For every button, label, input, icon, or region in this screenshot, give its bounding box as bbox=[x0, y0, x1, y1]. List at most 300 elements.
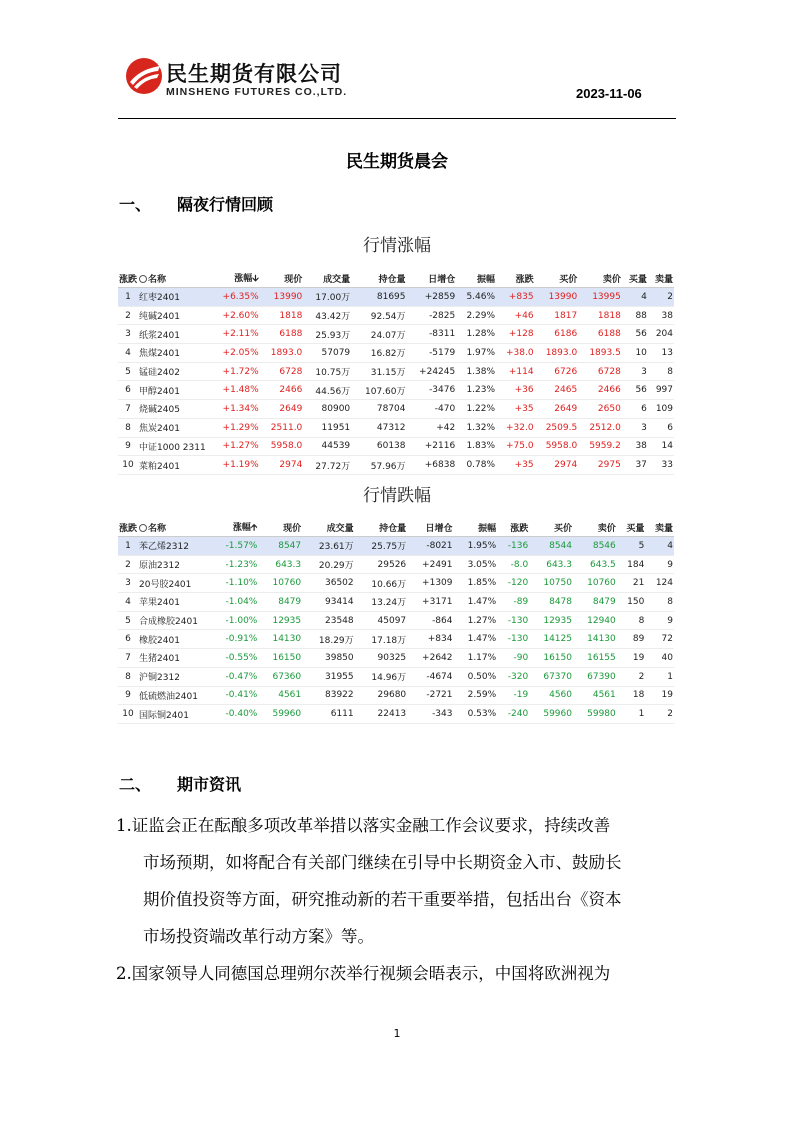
cell-chg: -19 bbox=[497, 686, 529, 705]
cell-bid: 10750 bbox=[529, 574, 573, 593]
column-header-name-label: 名称 bbox=[148, 524, 167, 534]
cell-amp: 1.38% bbox=[456, 362, 496, 381]
page-number: 1 bbox=[393, 1027, 401, 1040]
column-header-ask[interactable]: 卖价 bbox=[578, 270, 622, 288]
gear-icon[interactable] bbox=[139, 275, 147, 283]
sort-asc-icon: 🡩 bbox=[250, 522, 258, 533]
cell-rank: 1 bbox=[118, 537, 138, 556]
column-header-price[interactable]: 现价 bbox=[258, 519, 302, 537]
cell-name: 苹果2401 bbox=[138, 593, 210, 612]
cell-pct: +2.60% bbox=[210, 306, 260, 325]
cell-name: 焦煤2401 bbox=[138, 344, 210, 363]
cell-ask-vol: 204 bbox=[648, 325, 674, 344]
cell-chg: -120 bbox=[497, 574, 529, 593]
column-header-pct[interactable] bbox=[210, 519, 258, 537]
cell-pct: +1.27% bbox=[210, 437, 260, 456]
column-header-pct-label: 涨幅 bbox=[232, 522, 251, 533]
column-header-price[interactable]: 现价 bbox=[260, 270, 304, 288]
cell-bid: 4560 bbox=[529, 686, 573, 705]
cell-volume: 20.29万 bbox=[302, 555, 355, 574]
cell-ask-vol: 8 bbox=[645, 593, 674, 612]
logo-english-name: MINSHENG FUTURES CO.,LTD. bbox=[166, 86, 348, 98]
cell-amp: 1.28% bbox=[456, 325, 496, 344]
losers-table bbox=[118, 519, 674, 724]
cell-amp: 0.53% bbox=[454, 705, 498, 724]
cell-price: 8547 bbox=[258, 537, 302, 556]
cell-name: 甲醇2401 bbox=[138, 381, 210, 400]
column-header-ask-vol[interactable]: 卖量 bbox=[648, 270, 674, 288]
column-header-ask-vol[interactable]: 卖量 bbox=[645, 519, 674, 537]
cell-volume: 36502 bbox=[302, 574, 355, 593]
cell-rank: 2 bbox=[118, 555, 138, 574]
cell-ask-vol: 40 bbox=[645, 649, 674, 668]
cell-ask: 59980 bbox=[573, 705, 617, 724]
cell-bid-vol: 1 bbox=[617, 705, 646, 724]
cell-bid: 16150 bbox=[529, 649, 573, 668]
cell-ask-vol: 997 bbox=[648, 381, 674, 400]
table-header-row bbox=[118, 270, 674, 288]
column-header-bid-vol[interactable]: 买量 bbox=[617, 519, 646, 537]
cell-rank: 4 bbox=[118, 344, 138, 363]
cell-rank: 10 bbox=[118, 456, 138, 475]
cell-oi: 107.60万 bbox=[351, 381, 406, 400]
table-row[interactable] bbox=[118, 555, 674, 574]
column-header-oi[interactable]: 持仓量 bbox=[351, 270, 406, 288]
cell-price: 10760 bbox=[258, 574, 302, 593]
table-row[interactable] bbox=[118, 611, 674, 630]
cell-rank: 9 bbox=[118, 686, 138, 705]
cell-oi: 17.18万 bbox=[355, 630, 408, 649]
cell-name: 纯碱2401 bbox=[138, 306, 210, 325]
cell-bid-vol: 37 bbox=[622, 456, 648, 475]
cell-amp: 0.50% bbox=[454, 667, 498, 686]
cell-oi: 60138 bbox=[351, 437, 406, 456]
column-header-name[interactable] bbox=[138, 270, 210, 288]
column-header-chg[interactable]: 涨跌 bbox=[496, 270, 535, 288]
table-row[interactable] bbox=[118, 537, 674, 556]
cell-name: 沪铜2312 bbox=[138, 667, 210, 686]
cell-rank: 6 bbox=[118, 630, 138, 649]
cell-ask: 643.5 bbox=[573, 555, 617, 574]
cell-ask: 10760 bbox=[573, 574, 617, 593]
cell-amp: 1.47% bbox=[454, 593, 498, 612]
cell-ask-vol: 9 bbox=[645, 611, 674, 630]
cell-ask-vol: 109 bbox=[648, 400, 674, 419]
cell-amp: 1.97% bbox=[456, 344, 496, 363]
cell-rank: 3 bbox=[118, 574, 138, 593]
cell-bid: 6726 bbox=[535, 362, 579, 381]
cell-ask: 12940 bbox=[573, 611, 617, 630]
cell-amp: 1.22% bbox=[456, 400, 496, 419]
cell-rank: 5 bbox=[118, 611, 138, 630]
cell-chg: +32.0 bbox=[496, 418, 535, 437]
cell-bid-vol: 38 bbox=[622, 437, 648, 456]
cell-daily-oi: +3171 bbox=[407, 593, 453, 612]
cell-daily-oi: +2642 bbox=[407, 649, 453, 668]
news-list bbox=[116, 807, 676, 992]
column-header-daily-oi[interactable]: 日增仓 bbox=[407, 270, 457, 288]
cell-ask-vol: 4 bbox=[645, 537, 674, 556]
cell-daily-oi: -8021 bbox=[407, 537, 453, 556]
cell-ask-vol: 72 bbox=[645, 630, 674, 649]
cell-oi: 24.07万 bbox=[351, 325, 406, 344]
cell-bid-vol: 3 bbox=[622, 418, 648, 437]
cell-ask: 1893.5 bbox=[578, 344, 622, 363]
table-row[interactable] bbox=[118, 686, 674, 705]
column-header-bid[interactable]: 买价 bbox=[529, 519, 573, 537]
cell-ask-vol: 9 bbox=[645, 555, 674, 574]
cell-bid: 8544 bbox=[529, 537, 573, 556]
cell-daily-oi: -864 bbox=[407, 611, 453, 630]
cell-bid: 2974 bbox=[535, 456, 579, 475]
cell-volume: 31955 bbox=[302, 667, 355, 686]
cell-pct: +1.48% bbox=[210, 381, 260, 400]
cell-bid-vol: 6 bbox=[622, 400, 648, 419]
column-header-chg[interactable]: 涨跌 bbox=[497, 519, 529, 537]
cell-ask: 5959.2 bbox=[578, 437, 622, 456]
cell-pct: +1.19% bbox=[210, 456, 260, 475]
column-header-daily-oi[interactable]: 日增仓 bbox=[407, 519, 453, 537]
cell-volume: 80900 bbox=[303, 400, 351, 419]
column-header-ask[interactable]: 卖价 bbox=[573, 519, 617, 537]
cell-bid: 2649 bbox=[535, 400, 579, 419]
company-logo bbox=[124, 56, 374, 102]
section-number: 二、 bbox=[119, 775, 152, 794]
cell-pct: -1.10% bbox=[210, 574, 258, 593]
cell-chg: -240 bbox=[497, 705, 529, 724]
table-row[interactable] bbox=[118, 574, 674, 593]
cell-chg: -90 bbox=[497, 649, 529, 668]
news-item-1-line-3: 期价值投资等方面，研究推动新的若干重要举措，包括出台《资本 bbox=[143, 890, 622, 909]
cell-volume: 18.29万 bbox=[302, 630, 355, 649]
table-row[interactable] bbox=[118, 288, 674, 307]
cell-pct: -1.23% bbox=[210, 555, 258, 574]
cell-ask-vol: 38 bbox=[648, 306, 674, 325]
logo-chinese-name: 民生期货有限公司 bbox=[166, 62, 342, 86]
cell-bid-vol: 2 bbox=[617, 667, 646, 686]
cell-bid: 5958.0 bbox=[535, 437, 579, 456]
cell-rank: 3 bbox=[118, 325, 138, 344]
cell-daily-oi: +24245 bbox=[407, 362, 457, 381]
cell-amp: 2.59% bbox=[454, 686, 498, 705]
cell-price: 14130 bbox=[258, 630, 302, 649]
cell-ask-vol: 1 bbox=[645, 667, 674, 686]
cell-daily-oi: +42 bbox=[407, 418, 457, 437]
cell-chg: +46 bbox=[496, 306, 535, 325]
gainers-table bbox=[118, 270, 674, 475]
cell-bid-vol: 56 bbox=[622, 325, 648, 344]
table-row[interactable] bbox=[118, 667, 674, 686]
cell-bid-vol: 150 bbox=[617, 593, 646, 612]
cell-bid: 59960 bbox=[529, 705, 573, 724]
cell-ask-vol: 14 bbox=[648, 437, 674, 456]
cell-oi: 22413 bbox=[355, 705, 408, 724]
cell-daily-oi: -2825 bbox=[407, 306, 457, 325]
table-row[interactable] bbox=[118, 306, 674, 325]
cell-pct: -0.40% bbox=[210, 705, 258, 724]
cell-oi: 31.15万 bbox=[351, 362, 406, 381]
cell-bid: 13990 bbox=[535, 288, 579, 307]
cell-rank: 8 bbox=[118, 667, 138, 686]
cell-pct: -1.04% bbox=[210, 593, 258, 612]
cell-volume: 17.00万 bbox=[303, 288, 351, 307]
cell-bid-vol: 8 bbox=[617, 611, 646, 630]
cell-daily-oi: +1309 bbox=[407, 574, 453, 593]
table-row[interactable] bbox=[118, 325, 674, 344]
section-title: 期市资讯 bbox=[177, 775, 242, 794]
cell-ask: 8546 bbox=[573, 537, 617, 556]
cell-volume: 44.56万 bbox=[303, 381, 351, 400]
cell-name: 低硫燃油2401 bbox=[138, 686, 210, 705]
cell-pct: +2.05% bbox=[210, 344, 260, 363]
cell-name: 锰硅2402 bbox=[138, 362, 210, 381]
cell-chg: -130 bbox=[497, 611, 529, 630]
cell-price: 16150 bbox=[258, 649, 302, 668]
cell-rank: 9 bbox=[118, 437, 138, 456]
cell-volume: 83922 bbox=[302, 686, 355, 705]
cell-pct: -0.41% bbox=[210, 686, 258, 705]
cell-ask-vol: 33 bbox=[648, 456, 674, 475]
cell-bid-vol: 89 bbox=[617, 630, 646, 649]
cell-daily-oi: -4674 bbox=[407, 667, 453, 686]
cell-pct: -1.00% bbox=[210, 611, 258, 630]
cell-ask: 16155 bbox=[573, 649, 617, 668]
cell-pct: -0.91% bbox=[210, 630, 258, 649]
column-header-bid[interactable]: 买价 bbox=[535, 270, 579, 288]
cell-ask: 4561 bbox=[573, 686, 617, 705]
gainers-table-title: 行情涨幅 bbox=[363, 236, 431, 256]
cell-amp: 2.29% bbox=[456, 306, 496, 325]
cell-price: 8479 bbox=[258, 593, 302, 612]
cell-amp: 1.23% bbox=[456, 381, 496, 400]
cell-rank: 8 bbox=[118, 418, 138, 437]
cell-volume: 93414 bbox=[302, 593, 355, 612]
cell-rank: 5 bbox=[118, 362, 138, 381]
cell-chg: +835 bbox=[496, 288, 535, 307]
table-row[interactable] bbox=[118, 344, 674, 363]
cell-oi: 25.75万 bbox=[355, 537, 408, 556]
cell-ask-vol: 2 bbox=[645, 705, 674, 724]
table-row[interactable] bbox=[118, 705, 674, 724]
cell-oi: 47312 bbox=[351, 418, 406, 437]
cell-chg: -89 bbox=[497, 593, 529, 612]
cell-chg: -320 bbox=[497, 667, 529, 686]
cell-amp: 1.27% bbox=[454, 611, 498, 630]
cell-chg: +35 bbox=[496, 456, 535, 475]
news-item-1-line-1: 1.证监会正在酝酿多项改革举措以落实金融工作会议要求，持续改善 bbox=[116, 816, 611, 835]
column-header-oi[interactable]: 持仓量 bbox=[355, 519, 408, 537]
column-header-rank[interactable]: 涨跌 bbox=[118, 270, 138, 288]
cell-volume: 25.93万 bbox=[303, 325, 351, 344]
cell-bid: 12935 bbox=[529, 611, 573, 630]
cell-pct: -1.57% bbox=[210, 537, 258, 556]
cell-bid: 2509.5 bbox=[535, 418, 579, 437]
cell-bid: 8478 bbox=[529, 593, 573, 612]
column-header-rank[interactable]: 涨跌 bbox=[118, 519, 138, 537]
table-header-row bbox=[118, 519, 674, 537]
cell-name: 苯乙烯2312 bbox=[138, 537, 210, 556]
cell-daily-oi: -343 bbox=[407, 705, 453, 724]
column-header-volume[interactable]: 成交量 bbox=[303, 270, 351, 288]
cell-price: 1818 bbox=[260, 306, 304, 325]
header-divider bbox=[118, 118, 676, 119]
cell-volume: 23.61万 bbox=[302, 537, 355, 556]
cell-ask-vol: 13 bbox=[648, 344, 674, 363]
cell-ask-vol: 19 bbox=[645, 686, 674, 705]
cell-ask: 2512.0 bbox=[578, 418, 622, 437]
cell-bid: 6186 bbox=[535, 325, 579, 344]
cell-price: 6188 bbox=[260, 325, 304, 344]
section-title: 隔夜行情回顾 bbox=[177, 195, 274, 214]
cell-pct: +1.34% bbox=[210, 400, 260, 419]
cell-bid-vol: 18 bbox=[617, 686, 646, 705]
cell-rank: 6 bbox=[118, 381, 138, 400]
cell-oi: 13.24万 bbox=[355, 593, 408, 612]
cell-daily-oi: +6838 bbox=[407, 456, 457, 475]
cell-daily-oi: +834 bbox=[407, 630, 453, 649]
cell-ask: 2975 bbox=[578, 456, 622, 475]
table-row[interactable] bbox=[118, 593, 674, 612]
table-row[interactable] bbox=[118, 381, 674, 400]
cell-bid-vol: 4 bbox=[622, 288, 648, 307]
cell-price: 4561 bbox=[258, 686, 302, 705]
cell-price: 12935 bbox=[258, 611, 302, 630]
cell-bid-vol: 19 bbox=[617, 649, 646, 668]
cell-name: 红枣2401 bbox=[138, 288, 210, 307]
cell-chg: +114 bbox=[496, 362, 535, 381]
cell-amp: 0.78% bbox=[456, 456, 496, 475]
cell-ask: 13995 bbox=[578, 288, 622, 307]
table-row[interactable] bbox=[118, 649, 674, 668]
cell-volume: 57079 bbox=[303, 344, 351, 363]
table-row[interactable] bbox=[118, 362, 674, 381]
cell-price: 13990 bbox=[260, 288, 304, 307]
cell-price: 59960 bbox=[258, 705, 302, 724]
cell-name: 国际铜2401 bbox=[138, 705, 210, 724]
cell-volume: 43.42万 bbox=[303, 306, 351, 325]
cell-oi: 10.66万 bbox=[355, 574, 408, 593]
cell-name: 中证1000 2311 bbox=[138, 437, 210, 456]
cell-price: 6728 bbox=[260, 362, 304, 381]
cell-daily-oi: +2859 bbox=[407, 288, 457, 307]
table-row[interactable] bbox=[118, 630, 674, 649]
column-header-volume[interactable]: 成交量 bbox=[302, 519, 355, 537]
cell-rank: 4 bbox=[118, 593, 138, 612]
losers-table-title: 行情跌幅 bbox=[363, 486, 431, 506]
cell-oi: 29680 bbox=[355, 686, 408, 705]
cell-bid: 67370 bbox=[529, 667, 573, 686]
cell-name: 橡胶2401 bbox=[138, 630, 210, 649]
cell-bid-vol: 3 bbox=[622, 362, 648, 381]
cell-rank: 7 bbox=[118, 649, 138, 668]
cell-name: 原油2312 bbox=[138, 555, 210, 574]
cell-amp: 1.32% bbox=[456, 418, 496, 437]
cell-price: 5958.0 bbox=[260, 437, 304, 456]
column-header-bid-vol[interactable]: 买量 bbox=[622, 270, 648, 288]
cell-daily-oi: -2721 bbox=[407, 686, 453, 705]
cell-chg: -130 bbox=[497, 630, 529, 649]
cell-ask-vol: 6 bbox=[648, 418, 674, 437]
cell-chg: +128 bbox=[496, 325, 535, 344]
cell-bid: 643.3 bbox=[529, 555, 573, 574]
company-logo-icon bbox=[124, 56, 164, 96]
cell-oi: 14.96万 bbox=[355, 667, 408, 686]
gear-icon[interactable] bbox=[139, 524, 147, 532]
cell-volume: 11951 bbox=[303, 418, 351, 437]
cell-ask: 1818 bbox=[578, 306, 622, 325]
cell-chg: -8.0 bbox=[497, 555, 529, 574]
cell-volume: 6111 bbox=[302, 705, 355, 724]
cell-chg: +75.0 bbox=[496, 437, 535, 456]
cell-name: 20号胶2401 bbox=[138, 574, 210, 593]
cell-rank: 1 bbox=[118, 288, 138, 307]
cell-ask-vol: 2 bbox=[648, 288, 674, 307]
cell-bid: 1817 bbox=[535, 306, 579, 325]
cell-oi: 81695 bbox=[351, 288, 406, 307]
cell-price: 643.3 bbox=[258, 555, 302, 574]
cell-rank: 2 bbox=[118, 306, 138, 325]
cell-chg: +36 bbox=[496, 381, 535, 400]
cell-bid: 1893.0 bbox=[535, 344, 579, 363]
cell-bid-vol: 184 bbox=[617, 555, 646, 574]
cell-chg: -136 bbox=[497, 537, 529, 556]
cell-amp: 1.83% bbox=[456, 437, 496, 456]
cell-oi: 16.82万 bbox=[351, 344, 406, 363]
cell-oi: 92.54万 bbox=[351, 306, 406, 325]
table-row[interactable] bbox=[118, 456, 674, 475]
cell-bid: 14125 bbox=[529, 630, 573, 649]
report-date: 2023-11-06 bbox=[576, 86, 642, 101]
cell-ask: 14130 bbox=[573, 630, 617, 649]
column-header-name[interactable] bbox=[138, 519, 210, 537]
section-heading-1 bbox=[119, 192, 273, 215]
table-row[interactable] bbox=[118, 400, 674, 419]
cell-name: 合成橡胶2401 bbox=[138, 611, 210, 630]
column-header-amp[interactable]: 振幅 bbox=[456, 270, 496, 288]
sort-desc-icon: 🡫 bbox=[252, 273, 259, 284]
cell-daily-oi: +2491 bbox=[407, 555, 453, 574]
cell-volume: 23548 bbox=[302, 611, 355, 630]
section-heading-2 bbox=[119, 772, 241, 795]
cell-pct: -0.55% bbox=[210, 649, 258, 668]
cell-daily-oi: -470 bbox=[407, 400, 457, 419]
cell-pct: +2.11% bbox=[210, 325, 260, 344]
cell-bid-vol: 21 bbox=[617, 574, 646, 593]
cell-price: 2649 bbox=[260, 400, 304, 419]
news-item-2-line-1: 2.国家领导人同德国总理朔尔茨举行视频会晤表示，中国将欧洲视为 bbox=[116, 964, 611, 983]
cell-rank: 10 bbox=[118, 705, 138, 724]
cell-volume: 39850 bbox=[302, 649, 355, 668]
cell-bid-vol: 5 bbox=[617, 537, 646, 556]
cell-chg: +38.0 bbox=[496, 344, 535, 363]
news-item-1-line-2: 市场预期，如将配合有关部门继续在引导中长期资金入市、鼓励长 bbox=[143, 853, 622, 872]
cell-name: 烧碱2405 bbox=[138, 400, 210, 419]
cell-volume: 27.72万 bbox=[303, 456, 351, 475]
cell-pct: +6.35% bbox=[210, 288, 260, 307]
cell-bid-vol: 88 bbox=[622, 306, 648, 325]
column-header-amp[interactable]: 振幅 bbox=[454, 519, 498, 537]
table-row[interactable] bbox=[118, 418, 674, 437]
cell-daily-oi: +2116 bbox=[407, 437, 457, 456]
column-header-pct[interactable] bbox=[210, 270, 260, 288]
cell-volume: 10.75万 bbox=[303, 362, 351, 381]
cell-price: 2974 bbox=[260, 456, 304, 475]
table-row[interactable] bbox=[118, 437, 674, 456]
cell-ask: 6188 bbox=[578, 325, 622, 344]
cell-ask-vol: 8 bbox=[648, 362, 674, 381]
cell-pct: +1.29% bbox=[210, 418, 260, 437]
cell-name: 生猪2401 bbox=[138, 649, 210, 668]
